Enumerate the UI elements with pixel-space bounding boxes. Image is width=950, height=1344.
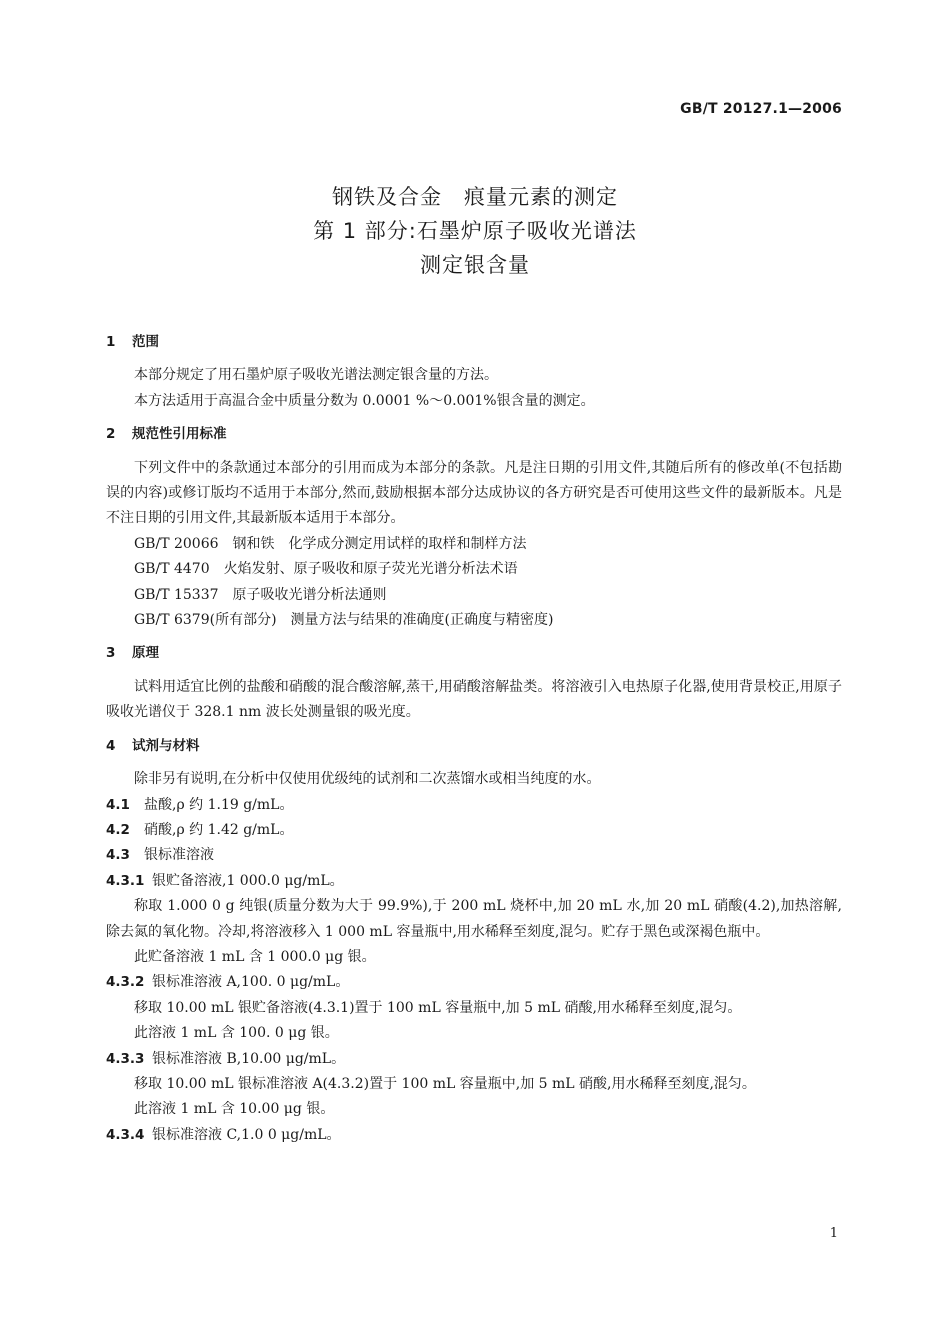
clause-number: 4.3.2 [106,974,145,991]
section-number: 3 [106,645,116,662]
paragraph: 本部分规定了用石墨炉原子吸收光谱法测定银含量的方法。 [134,367,498,384]
clause-number: 4.2 [106,821,130,838]
clause-number: 4.3.1 [106,872,145,889]
clause-number: 4.1 [106,796,130,813]
reference-item: GB/T 20066 钢和铁 化学成分测定用试样的取样和制样方法 [134,535,527,552]
paragraph: 本方法适用于高温合金中质量分数为 0.0001 %～0.001%银含量的测定。 [134,392,595,409]
paragraph: 移取 10.00 mL 银标准溶液 A(4.3.2)置于 100 mL 容量瓶中,加 5 mL 硝酸,用水稀释至刻度,混匀。 [134,1075,756,1092]
clause-text: 银标准溶液 A,100. 0 μg/mL。 [152,974,350,991]
paragraph: 移取 10.00 mL 银贮备溶液(4.3.1)置于 100 mL 容量瓶中,加 5 mL 硝酸,用水稀释至刻度,混匀。 [134,999,742,1016]
clause-4-1 [106,793,842,818]
paragraph: 此溶液 1 mL 含 10.00 μg 银。 [134,1101,335,1118]
paragraph: 下列文件中的条款通过本部分的引用而成为本部分的条款。凡是注日期的引用文件,其随后所有的修改单(不包括勘误的内容)或修订版均不适用于本部分,然而,鼓励根据本部分达成协议的各方研究是否可使用这些文件的最新版本。凡是不注日期的引用文件,其最新版本适用于本部分。 [106,459,842,527]
clause-text: 硝酸,ρ 约 1.42 g/mL。 [144,821,294,838]
clause-4-3-1 [106,869,842,894]
document-title [0,180,950,282]
clause-number: 4.3.3 [106,1050,145,1067]
section-heading-principle [106,641,842,666]
section-heading-normative-references [106,422,842,447]
clause-4-3-2 [106,970,842,995]
clause-4-2 [106,818,842,843]
paragraph: 试料用适宜比例的盐酸和硝酸的混合酸溶解,蒸干,用硝酸溶解盐类。将溶液引入电热原子化器,使用背景校正,用原子吸收光谱仪于 328.1 nm 波长处测量银的吸光度。 [106,678,842,721]
paragraph: 称取 1.000 0 g 纯银(质量分数为大于 99.9%),于 200 mL 烧杯中,加 20 mL 水,加 20 mL 硝酸(4.2),加热溶解,除去氮的氧化物。冷却,将溶液移入 1 000 mL 容量瓶中,用水稀释至刻度,混匀。贮存于黑色或深褐色瓶中。 [106,898,842,940]
section-heading-scope [106,330,842,355]
section-title: 规范性引用标准 [132,426,227,443]
clause-text: 银标准溶液 B,10.00 μg/mL。 [152,1050,346,1067]
section-title: 范围 [132,334,159,350]
section-number: 4 [106,737,116,754]
section-title: 试剂与材料 [132,737,200,754]
clause-4-3-3 [106,1047,842,1072]
standard-code: GB/T 20127.1—2006 [680,101,842,117]
section-title: 原理 [132,645,159,662]
reference-item: GB/T 6379(所有部分) 测量方法与结果的准确度(正确度与精密度) [134,612,554,629]
title-line-3: 测定银含量 [420,253,530,277]
page-number: 1 [829,1226,838,1241]
paragraph: 此溶液 1 mL 含 100. 0 μg 银。 [134,1025,339,1042]
title-line-2: 第 1 部分:石墨炉原子吸收光谱法 [313,219,637,243]
document-body [106,330,842,1148]
section-number: 2 [106,426,116,443]
clause-text: 盐酸,ρ 约 1.19 g/mL。 [144,796,294,813]
clause-4-3 [106,843,842,868]
clause-4-3-4 [106,1123,842,1148]
clause-text: 银标准溶液 C,1.0 0 μg/mL。 [152,1126,341,1143]
section-heading-reagents [106,734,842,759]
section-number: 1 [106,334,116,350]
clause-number: 4.3.4 [106,1126,145,1143]
clause-number: 4.3 [106,847,130,864]
paragraph: 除非另有说明,在分析中仅使用优级纯的试剂和二次蒸馏水或相当纯度的水。 [134,771,601,788]
clause-text: 银标准溶液 [144,847,214,864]
title-line-1: 钢铁及合金 痕量元素的测定 [332,185,618,209]
paragraph: 此贮备溶液 1 mL 含 1 000.0 μg 银。 [134,948,376,965]
clause-text: 银贮备溶液,1 000.0 μg/mL。 [152,872,344,889]
reference-item: GB/T 4470 火焰发射、原子吸收和原子荧光光谱分析法术语 [134,561,518,578]
reference-item: GB/T 15337 原子吸收光谱分析法通则 [134,586,387,603]
